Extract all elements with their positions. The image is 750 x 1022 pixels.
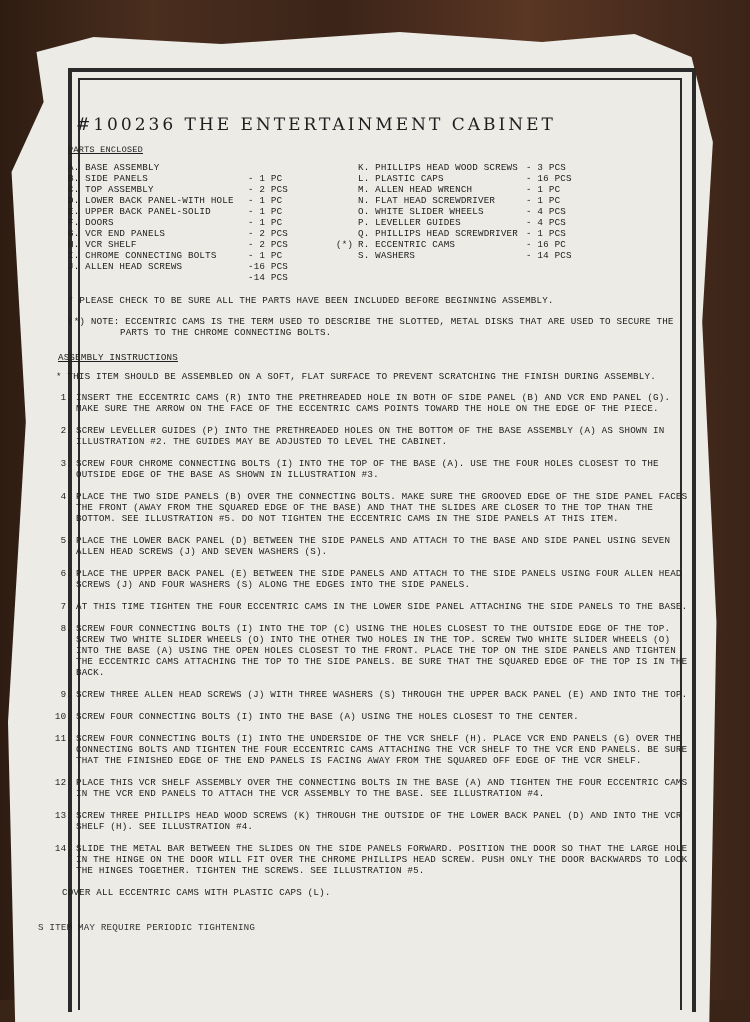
step-text: SCREW THREE PHILLIPS HEAD WOOD SCREWS (K) THROUGH THE OUTSIDE OF THE LOWER BACK PANEL (D) AND INTO THE VCR SHELF (H). SEE ILLUSTRATION #4.: [76, 810, 682, 832]
part-name: A. BASE ASSEMBLY: [68, 162, 160, 173]
part-label: K. PHILLIPS HEAD WOOD SCREWS: [358, 162, 518, 173]
part-name: E. UPPER BACK PANEL-SOLID: [68, 206, 211, 217]
part-row: [358, 184, 648, 195]
part-row: [68, 206, 358, 217]
assembly-step: [52, 458, 692, 480]
part-qty: - 2 PCS: [248, 239, 288, 250]
part-row: [358, 228, 648, 239]
assembly-step: [52, 568, 692, 590]
step-text: AT THIS TIME TIGHTEN THE FOUR ECCENTRIC CAMS IN THE LOWER SIDE PANEL ATTACHING THE SIDE PANELS TO THE BASE.: [76, 601, 688, 612]
step-number: 9.: [60, 689, 72, 700]
part-qty: - 1 PC: [248, 195, 283, 206]
part-qty: -14 PCS: [248, 272, 288, 283]
part-qty: -16 PCS: [248, 261, 288, 272]
part-row: [68, 250, 358, 261]
part-qty: - 1 PCS: [526, 228, 566, 239]
check-parts-note: * PLEASE CHECK TO BE SURE ALL THE PARTS HAVE BEEN INCLUDED BEFORE BEGINNING ASSEMBLY.: [68, 295, 554, 306]
assembly-step: [52, 623, 692, 678]
part-row: [358, 250, 648, 261]
part-name: J. ALLEN HEAD SCREWS: [68, 261, 183, 272]
part-name: [358, 184, 526, 195]
step-text: SCREW LEVELLER GUIDES (P) INTO THE PRETHREADED HOLES ON THE BOTTOM OF THE BASE ASSEMBLY (A) AS SHOWN IN ILLUSTRATION #2. THE GUIDES MAY BE ADJUSTED TO LEVEL THE CABINET.: [76, 425, 665, 447]
part-name: H. VCR SHELF: [68, 239, 137, 250]
part-name: [358, 173, 526, 184]
assembly-step: [52, 491, 692, 524]
step-text: INSERT THE ECCENTRIC CAMS (R) INTO THE PRETHREADED HOLE IN BOTH OF SIDE PANEL (B) AND VCR END PANEL (G). MAKE SURE THE ARROW ON THE FACE OF THE ECCENTRIC CAMS POINTS TOWARD THE HOLE ON THE EDGE OF THE PIECE.: [76, 392, 671, 414]
step-text: PLACE THE UPPER BACK PANEL (E) BETWEEN THE SIDE PANELS AND ATTACH TO THE SIDE PANELS USING FOUR ALLEN HEAD SCREWS (J) AND FOUR WASHERS (S) ALONG THE EDGES INTO THE SIDE PANELS.: [76, 568, 682, 590]
part-qty: - 14 PCS: [526, 250, 572, 261]
part-name: [358, 250, 526, 261]
part-qty: - 16 PC: [526, 239, 566, 250]
part-label: P. LEVELLER GUIDES: [358, 217, 461, 228]
step-text: SCREW FOUR CHROME CONNECTING BOLTS (I) INTO THE TOP OF THE BASE (A). USE THE FOUR HOLES CLOSEST TO THE OUTSIDE EDGE OF THE BASE AS SHOWN IN ILLUSTRATION #3.: [76, 458, 659, 480]
step-text: PLACE THE TWO SIDE PANELS (B) OVER THE CONNECTING BOLTS. MAKE SURE THE GROOVED EDGE OF THE SIDE PANEL FACES THE FRONT (AWAY FROM THE SQUARED EDGE OF THE BASE) AND THAT THE SLIDES ARE CLOSER TO THE TOP THAN THE BOTTOM. SEE ILLUSTRATION #5. DO NOT TIGHTEN THE ECCENTRIC CAMS IN THE SIDE PANELS AT THIS ITEM.: [76, 491, 688, 524]
assembly-step: [52, 733, 692, 766]
step-number: 1.: [60, 392, 72, 403]
part-qty: - 1 PC: [248, 173, 283, 184]
step-number: 14.: [54, 843, 72, 854]
part-name: [358, 206, 526, 217]
part-qty: [248, 162, 318, 173]
step-text: SCREW FOUR CONNECTING BOLTS (I) INTO THE UNDERSIDE OF THE VCR SHELF (H). PLACE VCR END PANELS (G) OVER THE CONNECTING BOLTS AND TIGHTEN THE FOUR ECCENTRIC CAMS ATTACHING THE VCR SHELF TO THE VCR END PANELS. BE SURE THAT THE FINISHED EDGE OF THE END PANELS IS FACING AWAY FROM THE SQUARED OFF EDGE OF THE VCR SHELF.: [76, 733, 688, 766]
part-qty: - 4 PCS: [526, 217, 566, 228]
part-row: [358, 206, 648, 217]
part-name: [358, 217, 526, 228]
part-qty: - 3 PCS: [526, 162, 566, 173]
part-qty: - 1 PC: [526, 184, 561, 195]
part-row: [358, 217, 648, 228]
parts-list-left: [68, 162, 358, 283]
step-number: 12.: [54, 777, 72, 788]
part-row: [68, 261, 358, 272]
part-label: S. WASHERS: [358, 250, 416, 261]
parts-heading: PARTS ENCLOSED: [68, 145, 143, 155]
part-label: M. ALLEN HEAD WRENCH: [358, 184, 473, 195]
step-text: SLIDE THE METAL BAR BETWEEN THE SLIDES ON THE SIDE PANELS FORWARD. POSITION THE DOOR SO THAT THE LARGE HOLE IN THE HINGE ON THE DOOR WILL FIT OVER THE CHROME PHILLIPS HEAD SCREW. PUSH ONLY THE DOOR BACKWARDS TO LOCK THE HINGES TOGETHER. TIGHTEN THE SCREWS. SEE ILLUSTRATION #5.: [76, 843, 688, 876]
part-row: [68, 228, 358, 239]
eccentric-cams-note: (*) NOTE: ECCENTRIC CAMS IS THE TERM USED TO DESCRIBE THE SLOTTED, METAL DISKS THAT ARE USED TO SECURE THE PARTS TO THE CHROME CONNECTING BOLTS.: [68, 316, 674, 338]
part-label: O. WHITE SLIDER WHEELS: [358, 206, 484, 217]
part-name: G. VCR END PANELS: [68, 228, 166, 239]
part-qty: - 1 PC: [248, 217, 283, 228]
assembly-intro: * THIS ITEM SHOULD BE ASSEMBLED ON A SOFT, FLAT SURFACE TO PREVENT SCRATCHING THE FINISH DURING ASSEMBLY.: [56, 371, 656, 382]
assembly-step: [52, 601, 692, 612]
step-text: SCREW FOUR CONNECTING BOLTS (I) INTO THE TOP (C) USING THE HOLES CLOSEST TO THE OUTSIDE EDGE OF THE TOP. SCREW TWO WHITE SLIDER WHEELS (O) INTO THE OTHER TWO HOLES IN THE TOP. SCREW TWO WHITE SLIDER WHEELS (O) INTO THE BASE (A) USING THE OPEN HOLES CLOSEST TO THE FRONT. PLACE THE TOP ON THE SIDE PANELS AND TIGHTEN THE ECCENTRIC CAMS ATTACHING THE TOP TO THE SIDE PANELS. BE SURE THAT THE SQUARED EDGE OF THE TOP IS IN THE BACK.: [76, 623, 688, 678]
step-number: 3.: [60, 458, 72, 469]
step-text: SCREW THREE ALLEN HEAD SCREWS (J) WITH THREE WASHERS (S) THROUGH THE UPPER BACK PANEL (E) AND INTO THE TOP.: [76, 689, 688, 700]
part-name: [358, 228, 526, 239]
part-row: [68, 173, 358, 184]
part-row: [68, 195, 358, 206]
assembly-step: [52, 689, 692, 700]
part-name: D. LOWER BACK PANEL-WITH HOLE: [68, 195, 234, 206]
part-name: [68, 272, 248, 283]
part-qty: - 4 PCS: [526, 206, 566, 217]
part-name: F. DOORS: [68, 217, 114, 228]
part-qty: - 1 PC: [248, 250, 283, 261]
assembly-step: [52, 711, 692, 722]
cutoff-line: S ITEM MAY REQUIRE PERIODIC TIGHTENING: [38, 922, 256, 933]
parts-list: [68, 162, 692, 283]
part-label: R. ECCENTRIC CAMS: [358, 239, 456, 250]
assembly-step: [52, 535, 692, 557]
assembly-heading: ASSEMBLY INSTRUCTIONS: [58, 352, 178, 363]
assembly-step: [52, 777, 692, 799]
part-name: I. CHROME CONNECTING BOLTS: [68, 250, 217, 261]
part-qty: - 2 PCS: [248, 184, 288, 195]
step-number: 2.: [60, 425, 72, 436]
part-row: [68, 184, 358, 195]
step-text: PLACE THIS VCR SHELF ASSEMBLY OVER THE CONNECTING BOLTS IN THE BASE (A) AND TIGHTEN THE FOUR ECCENTRIC CAMS IN THE VCR END PANELS TO ATTACH THE VCR ASSEMBLY TO THE BASE. SEE ILLUSTRATION #4.: [76, 777, 688, 799]
closing-instruction: COVER ALL ECCENTRIC CAMS WITH PLASTIC CAPS (L).: [62, 887, 331, 898]
part-name: [336, 239, 526, 250]
part-label: L. PLASTIC CAPS: [358, 173, 444, 184]
step-number: 8.: [60, 623, 72, 634]
part-row: [68, 217, 358, 228]
parts-list-right: [336, 162, 648, 283]
assembly-step: [52, 392, 692, 414]
step-number: 10.: [54, 711, 72, 722]
part-label: N. FLAT HEAD SCREWDRIVER: [358, 195, 496, 206]
part-row: [358, 195, 648, 206]
step-number: 6.: [60, 568, 72, 579]
part-label: Q. PHILLIPS HEAD SCREWDRIVER: [358, 228, 518, 239]
part-name: C. TOP ASSEMBLY: [68, 184, 154, 195]
part-name: [358, 195, 526, 206]
part-qty: - 1 PC: [526, 195, 561, 206]
part-name: [358, 162, 526, 173]
step-number: 5.: [60, 535, 72, 546]
document-content: [38, 114, 692, 933]
step-number: 7.: [60, 601, 72, 612]
part-row: [68, 239, 358, 250]
assembly-step: [52, 810, 692, 832]
part-row: [68, 162, 358, 173]
step-number: 11.: [54, 733, 72, 744]
part-qty: - 16 PCS: [526, 173, 572, 184]
part-name: B. SIDE PANELS: [68, 173, 148, 184]
part-row: [358, 162, 648, 173]
document-title: #100236 THE ENTERTAINMENT CABINET: [76, 115, 556, 135]
step-text: SCREW FOUR CONNECTING BOLTS (I) INTO THE BASE (A) USING THE HOLES CLOSEST TO THE CENTER.: [76, 711, 579, 722]
assembly-step: [52, 425, 692, 447]
part-marker: (*): [336, 239, 354, 250]
part-row: [68, 272, 358, 283]
step-number: 13.: [54, 810, 72, 821]
part-row: [336, 239, 648, 250]
step-text: PLACE THE LOWER BACK PANEL (D) BETWEEN THE SIDE PANELS AND ATTACH TO THE BASE AND SIDE PANEL USING SEVEN ALLEN HEAD SCREWS (J) AND SEVEN WASHERS (S).: [76, 535, 671, 557]
part-qty: - 1 PC: [248, 206, 283, 217]
step-number: 4.: [60, 491, 72, 502]
part-row: [358, 173, 648, 184]
assembly-step: [52, 843, 692, 876]
part-qty: - 2 PCS: [248, 228, 288, 239]
assembly-steps: [52, 392, 692, 876]
